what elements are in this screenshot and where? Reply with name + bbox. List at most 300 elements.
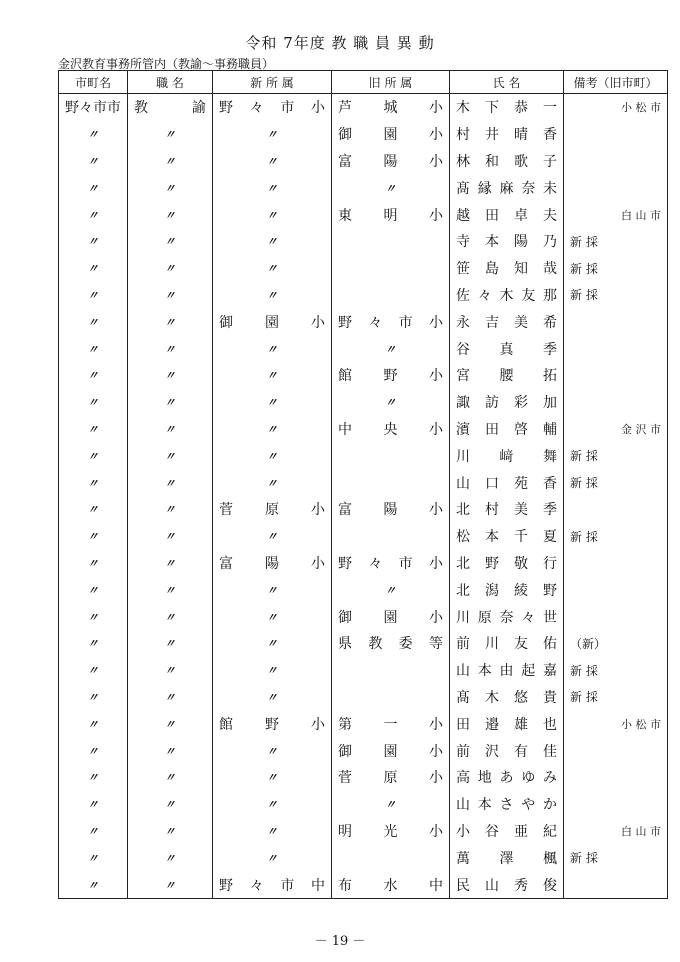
glyph: 小	[429, 100, 443, 117]
name-cell	[450, 94, 564, 121]
glyph: 山	[456, 475, 470, 492]
old-affiliation-cell	[332, 442, 450, 469]
name-text	[456, 741, 557, 761]
ditto-mark: 〃	[164, 208, 176, 222]
remarks-text: 新 採	[570, 261, 598, 276]
name-text	[456, 714, 557, 734]
glyph: 県	[338, 636, 352, 653]
glyph: 小	[310, 100, 325, 117]
new-affiliation-cell	[213, 148, 332, 175]
old-affiliation-cell	[332, 469, 450, 496]
glyph: 木	[499, 287, 514, 304]
remarks-cell	[564, 818, 668, 845]
name-cell	[450, 389, 564, 416]
name-cell	[450, 737, 564, 764]
old-affiliation-cell	[332, 308, 450, 335]
ditto-mark: 〃	[87, 637, 99, 651]
post-cell	[128, 737, 213, 764]
table-row	[59, 94, 668, 121]
name-text	[456, 633, 557, 653]
new-text	[219, 553, 325, 573]
city-cell	[59, 308, 128, 335]
new-affiliation-cell	[213, 603, 332, 630]
remarks-cell	[564, 94, 668, 121]
table-row	[59, 550, 668, 577]
glyph: 芦	[338, 100, 352, 117]
old-affiliation-cell	[332, 844, 450, 871]
ditto-mark: 〃	[164, 288, 176, 302]
glyph: 香	[543, 127, 557, 144]
old-affiliation-cell	[332, 657, 450, 684]
glyph: 第	[338, 716, 352, 733]
old-affiliation-cell	[332, 201, 450, 228]
ditto-mark: 〃	[266, 690, 278, 704]
document-subtitle: 金沢教育事務所管内（教諭～事務職員）	[58, 57, 275, 71]
ditto-mark: 〃	[164, 476, 176, 490]
old-affiliation-cell	[332, 255, 450, 282]
glyph: 本	[477, 663, 492, 680]
post-cell	[128, 710, 213, 737]
table-row	[59, 871, 668, 898]
new-affiliation-cell	[213, 523, 332, 550]
name-cell	[450, 416, 564, 443]
remarks-text: 新 採	[570, 288, 598, 303]
glyph: 恭	[514, 100, 528, 117]
glyph: 小	[429, 207, 443, 224]
ditto-mark: 〃	[87, 396, 99, 410]
glyph: 髙	[456, 689, 470, 706]
ditto-mark: 〃	[87, 315, 99, 329]
ditto-mark: 〃	[87, 851, 99, 865]
city-cell	[59, 764, 128, 791]
city-cell	[59, 550, 128, 577]
glyph: 小	[311, 502, 325, 519]
ditto-mark: 〃	[87, 556, 99, 570]
glyph: 々	[521, 609, 536, 626]
ditto-mark: 〃	[266, 208, 278, 222]
glyph: 市	[280, 100, 295, 117]
new-affiliation-cell	[213, 416, 332, 443]
ditto-mark: 〃	[266, 583, 278, 597]
glyph: 小	[428, 314, 443, 331]
ditto-mark: 〃	[164, 422, 176, 436]
remarks-text: 小 松 市	[621, 101, 661, 115]
remarks-cell	[564, 737, 668, 764]
glyph: 季	[543, 341, 557, 358]
name-text	[456, 312, 557, 332]
glyph: 世	[543, 609, 557, 626]
city-cell	[59, 442, 128, 469]
glyph: 苑	[514, 475, 528, 492]
post-cell	[128, 523, 213, 550]
column-header-remarks: 備考（旧市町）	[564, 71, 668, 94]
glyph: 子	[543, 153, 557, 170]
glyph: 田	[485, 207, 499, 224]
glyph: 陽	[514, 234, 528, 251]
name-cell	[450, 228, 564, 255]
new-affiliation-cell	[213, 282, 332, 309]
new-affiliation-cell	[213, 576, 332, 603]
remarks-cell	[564, 764, 668, 791]
glyph: 教	[368, 636, 383, 653]
city-cell	[59, 657, 128, 684]
city-cell	[59, 630, 128, 657]
glyph: 富	[219, 555, 233, 572]
glyph: 野	[265, 716, 279, 733]
name-cell	[450, 496, 564, 523]
glyph: 本	[485, 234, 499, 251]
glyph: 拓	[543, 368, 557, 385]
name-text	[456, 365, 557, 385]
glyph: 吉	[485, 314, 499, 331]
glyph: 御	[338, 127, 352, 144]
glyph: 本	[485, 529, 499, 546]
glyph: 山	[456, 797, 470, 814]
old-affiliation-cell	[332, 818, 450, 845]
name-cell	[450, 764, 564, 791]
name-cell	[450, 308, 564, 335]
ditto-mark: 〃	[385, 342, 396, 356]
glyph: 縁	[477, 180, 492, 197]
name-text	[456, 687, 557, 707]
new-affiliation-cell	[213, 791, 332, 818]
name-text	[456, 151, 557, 171]
old-text	[338, 499, 443, 519]
post-text	[134, 97, 206, 117]
city-cell	[59, 603, 128, 630]
ditto-mark: 〃	[87, 771, 99, 785]
ditto-mark: 〃	[266, 154, 278, 168]
post-cell	[128, 818, 213, 845]
remarks-text: 新 採	[570, 851, 598, 866]
remarks-cell	[564, 335, 668, 362]
glyph: 中	[338, 421, 352, 438]
ditto-mark: 〃	[164, 824, 176, 838]
ditto-mark: 〃	[266, 342, 278, 356]
table-body	[59, 94, 668, 899]
glyph: 川	[456, 609, 470, 626]
old-affiliation-cell	[332, 710, 450, 737]
glyph: 明	[338, 823, 352, 840]
glyph: 佑	[543, 636, 557, 653]
remarks-cell	[564, 174, 668, 201]
new-text	[219, 97, 325, 117]
glyph: み	[543, 770, 557, 787]
ditto-mark: 〃	[164, 396, 176, 410]
glyph: 村	[485, 502, 499, 519]
old-affiliation-cell	[332, 228, 450, 255]
remarks-text: 金 沢 市	[621, 422, 661, 436]
ditto-mark: 〃	[266, 396, 278, 410]
ditto-mark: 〃	[266, 637, 278, 651]
glyph: 小	[429, 743, 443, 760]
glyph: 楓	[543, 850, 557, 867]
glyph: 々	[368, 314, 383, 331]
ditto-mark: 〃	[87, 288, 99, 302]
glyph: 千	[514, 529, 528, 546]
glyph: か	[543, 797, 557, 814]
glyph: 萬	[456, 850, 470, 867]
ditto-mark: 〃	[87, 664, 99, 678]
glyph: 水	[383, 877, 398, 894]
ditto-mark: 〃	[266, 288, 278, 302]
new-affiliation-cell	[213, 174, 332, 201]
glyph: 中	[429, 877, 443, 894]
city-cell	[59, 362, 128, 389]
glyph: 島	[485, 261, 499, 278]
glyph: 邉	[485, 716, 499, 733]
glyph: 井	[485, 127, 499, 144]
name-cell	[450, 630, 564, 657]
new-affiliation-cell	[213, 121, 332, 148]
city-cell	[59, 818, 128, 845]
table-row	[59, 496, 668, 523]
remarks-cell	[564, 121, 668, 148]
remarks-cell	[564, 282, 668, 309]
transfer-table	[58, 70, 668, 899]
name-text	[456, 419, 557, 439]
glyph: 富	[338, 153, 352, 170]
name-cell	[450, 469, 564, 496]
glyph: 季	[543, 502, 557, 519]
glyph: 小	[429, 421, 443, 438]
name-text	[456, 875, 557, 895]
glyph: 一	[383, 716, 398, 733]
post-cell	[128, 416, 213, 443]
column-header-old-affiliation: 旧 所 属	[332, 71, 450, 94]
glyph: 富	[338, 502, 352, 519]
post-cell	[128, 94, 213, 121]
glyph: 香	[543, 475, 557, 492]
glyph: 小	[311, 314, 325, 331]
ditto-mark: 〃	[164, 610, 176, 624]
old-affiliation-cell	[332, 282, 450, 309]
new-affiliation-cell	[213, 335, 332, 362]
glyph: 陽	[265, 555, 279, 572]
glyph: 永	[456, 314, 470, 331]
glyph: 夏	[543, 529, 557, 546]
glyph: 嘉	[543, 663, 557, 680]
old-affiliation-cell	[332, 362, 450, 389]
city-cell	[59, 844, 128, 871]
new-affiliation-cell	[213, 469, 332, 496]
ditto-mark: 〃	[385, 181, 396, 195]
old-affiliation-cell	[332, 603, 450, 630]
glyph: 彩	[514, 395, 528, 412]
column-header-new-affiliation: 新 所 属	[213, 71, 332, 94]
name-cell	[450, 362, 564, 389]
glyph: 川	[456, 448, 470, 465]
name-text	[456, 285, 557, 305]
old-affiliation-cell	[332, 871, 450, 898]
post-cell	[128, 844, 213, 871]
glyph: 越	[456, 207, 470, 224]
name-text	[456, 526, 557, 546]
table-row	[59, 469, 668, 496]
old-text	[338, 821, 443, 841]
remarks-cell	[564, 576, 668, 603]
ditto-mark: 〃	[266, 744, 278, 758]
name-cell	[450, 282, 564, 309]
glyph: 小	[429, 823, 443, 840]
remarks-text: 白 山 市	[621, 208, 661, 222]
new-affiliation-cell	[213, 496, 332, 523]
table-row	[59, 764, 668, 791]
glyph: 卓	[514, 207, 528, 224]
old-text	[338, 151, 443, 171]
table-row	[59, 657, 668, 684]
glyph: 北	[456, 502, 470, 519]
name-text	[456, 258, 557, 278]
glyph: 松	[456, 529, 470, 546]
city-cell	[59, 94, 128, 121]
ditto-mark: 〃	[87, 154, 99, 168]
glyph: 山	[456, 663, 470, 680]
glyph: 委	[398, 636, 413, 653]
ditto-mark: 〃	[87, 503, 99, 517]
glyph: 加	[543, 395, 557, 412]
glyph: 原	[265, 502, 279, 519]
ditto-mark: 〃	[164, 530, 176, 544]
post-cell	[128, 576, 213, 603]
glyph: 菅	[338, 770, 352, 787]
glyph: 下	[485, 100, 499, 117]
name-text	[456, 446, 557, 466]
remarks-cell	[564, 148, 668, 175]
glyph: 一	[543, 100, 557, 117]
glyph: 前	[456, 636, 470, 653]
glyph: 等	[428, 636, 443, 653]
glyph: 村	[456, 127, 470, 144]
old-text	[338, 767, 443, 787]
remarks-cell	[564, 844, 668, 871]
glyph: 陽	[383, 502, 398, 519]
ditto-mark: 〃	[164, 556, 176, 570]
ditto-mark: 〃	[164, 771, 176, 785]
city-cell	[59, 871, 128, 898]
glyph: 明	[383, 207, 398, 224]
name-cell	[450, 657, 564, 684]
glyph: 舞	[543, 448, 557, 465]
new-affiliation-cell	[213, 442, 332, 469]
name-cell	[450, 818, 564, 845]
ditto-mark: 〃	[87, 824, 99, 838]
new-text	[219, 312, 325, 332]
remarks-cell	[564, 603, 668, 630]
remarks-cell	[564, 684, 668, 711]
glyph: 民	[456, 877, 470, 894]
city-text	[65, 97, 121, 117]
glyph: 諏	[456, 395, 470, 412]
glyph: 澤	[499, 850, 514, 867]
glyph: 美	[514, 502, 528, 519]
glyph: 紀	[543, 823, 557, 840]
city-cell	[59, 174, 128, 201]
table-header	[59, 71, 668, 94]
post-cell	[128, 362, 213, 389]
name-text	[456, 124, 557, 144]
column-header-post: 職 名	[128, 71, 213, 94]
old-affiliation-cell	[332, 684, 450, 711]
ditto-mark: 〃	[164, 315, 176, 329]
post-cell	[128, 148, 213, 175]
glyph: 原	[477, 609, 492, 626]
glyph: 輔	[543, 421, 557, 438]
glyph: 﨑	[499, 448, 514, 465]
glyph: 綾	[514, 582, 528, 599]
post-cell	[128, 684, 213, 711]
name-cell	[450, 576, 564, 603]
glyph: 高	[456, 770, 470, 787]
glyph: 野	[485, 555, 499, 572]
ditto-mark: 〃	[266, 422, 278, 436]
old-affiliation-cell	[332, 737, 450, 764]
glyph: 教	[134, 100, 148, 117]
ditto-mark: 〃	[266, 369, 278, 383]
glyph: 小	[429, 609, 443, 626]
post-cell	[128, 469, 213, 496]
ditto-mark: 〃	[164, 690, 176, 704]
glyph: 小	[428, 555, 443, 572]
post-cell	[128, 496, 213, 523]
table-row	[59, 416, 668, 443]
glyph: 友	[521, 287, 536, 304]
ditto-mark: 〃	[164, 851, 176, 865]
ditto-mark: 〃	[385, 798, 396, 812]
old-text	[338, 553, 443, 573]
ditto-mark: 〃	[87, 583, 99, 597]
table-row	[59, 737, 668, 764]
name-cell	[450, 442, 564, 469]
remarks-cell	[564, 496, 668, 523]
remarks-cell	[564, 469, 668, 496]
new-affiliation-cell	[213, 844, 332, 871]
table-row	[59, 818, 668, 845]
city-cell	[59, 121, 128, 148]
new-text	[219, 714, 325, 734]
glyph: 秀	[514, 877, 528, 894]
glyph: 夫	[543, 207, 557, 224]
city-cell	[59, 416, 128, 443]
remarks-cell	[564, 442, 668, 469]
old-text	[338, 633, 443, 653]
new-affiliation-cell	[213, 657, 332, 684]
city-cell	[59, 335, 128, 362]
post-cell	[128, 603, 213, 630]
glyph: さ	[499, 797, 514, 814]
table-row	[59, 442, 668, 469]
city-cell	[59, 255, 128, 282]
glyph: 小	[311, 555, 325, 572]
glyph: 笹	[456, 261, 470, 278]
old-affiliation-cell	[332, 416, 450, 443]
post-cell	[128, 335, 213, 362]
glyph: 東	[338, 207, 352, 224]
remarks-cell	[564, 657, 668, 684]
city-cell	[59, 710, 128, 737]
glyph: 地	[477, 770, 492, 787]
glyph: 諭	[192, 100, 206, 117]
name-text	[456, 767, 557, 787]
glyph: 谷	[456, 341, 470, 358]
ditto-mark: 〃	[266, 262, 278, 276]
name-text	[456, 821, 557, 841]
glyph: 寺	[456, 234, 470, 251]
old-text	[338, 419, 443, 439]
remarks-text: 新 採	[570, 476, 598, 491]
name-text	[456, 231, 557, 251]
remarks-cell	[564, 791, 668, 818]
